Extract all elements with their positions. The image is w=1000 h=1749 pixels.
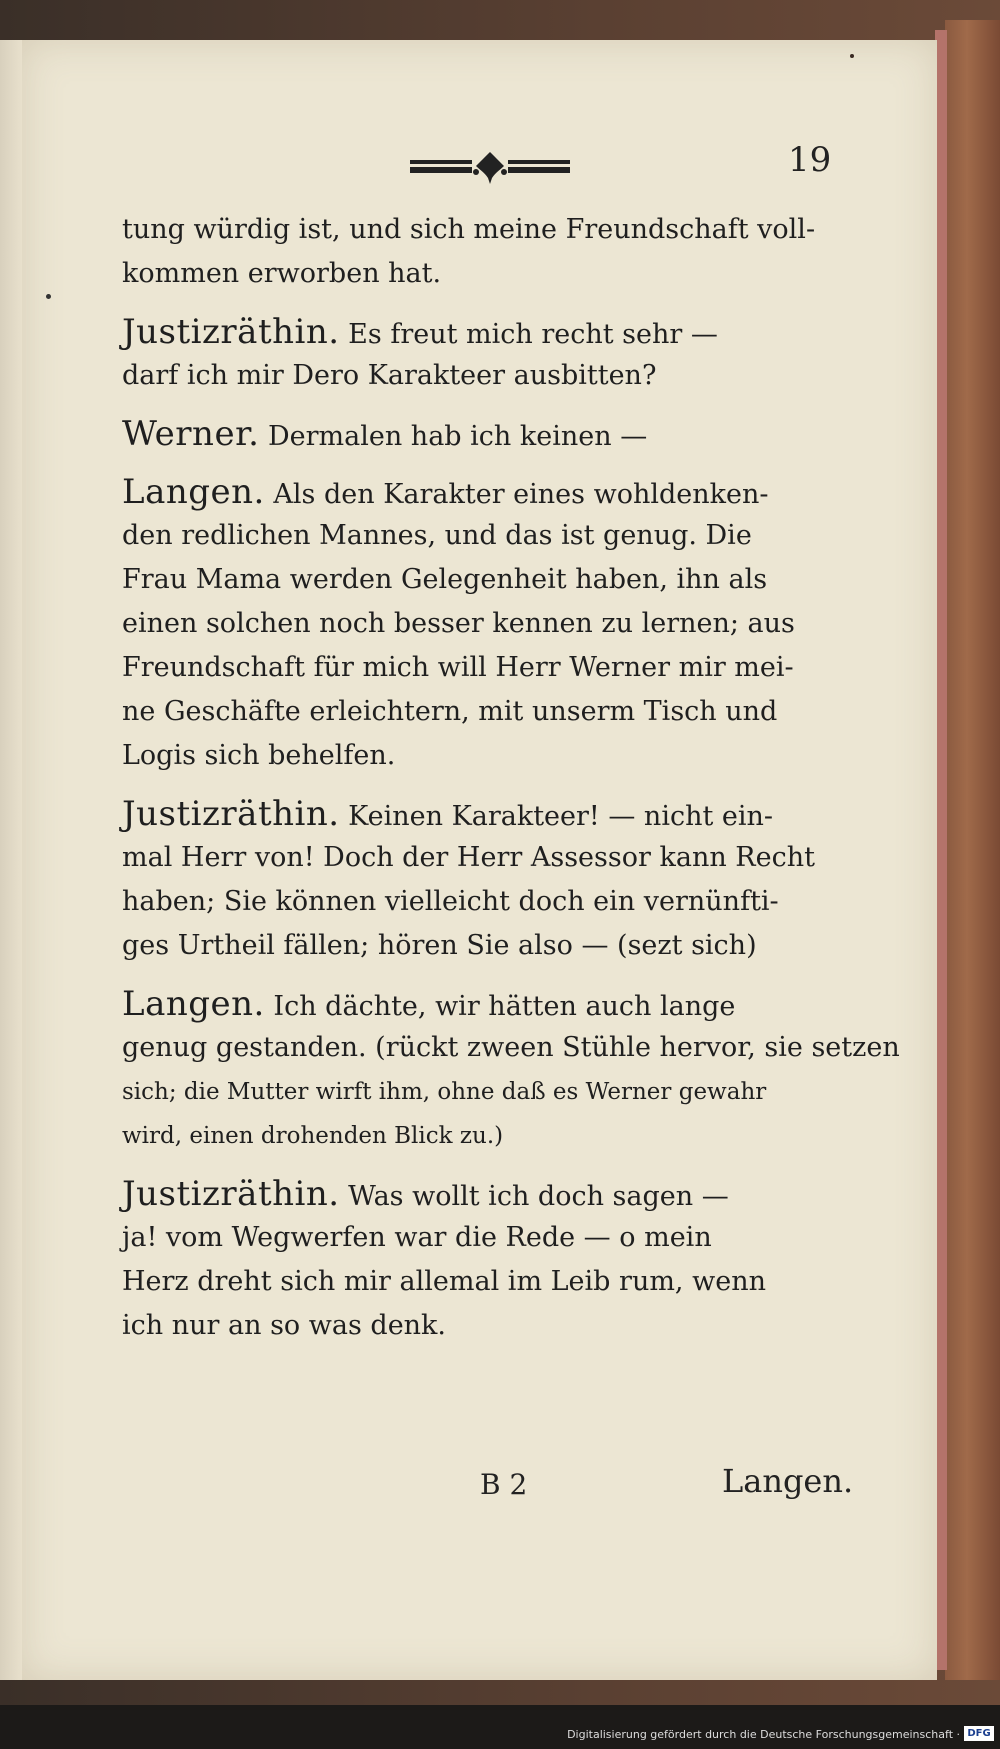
signature-mark: B 2 <box>480 1468 528 1501</box>
speech-text: Dermalen hab ich keinen — <box>259 421 648 452</box>
digitization-credit: Digitalisierung gefördert durch die Deutsche Forschungsgemeinschaft · <box>567 1728 960 1741</box>
dialogue-line <box>122 470 842 514</box>
speech-text: Ich dächte, wir hätten auch lange <box>264 991 736 1022</box>
text-line: wird, einen drohenden Blick zu.) <box>122 1123 504 1149</box>
text-line: Freundschaft für mich will Herr Werner mir mei- <box>122 652 794 683</box>
text-line: den redlichen Mannes, und das ist genug. Die <box>122 520 752 551</box>
speaker-name: Justizräthin. <box>122 1174 340 1214</box>
dialogue-line <box>122 412 842 456</box>
text-line: Frau Mama werden Gelegenheit haben, ihn als <box>122 564 768 595</box>
text-line: haben; Sie können vielleicht doch ein vernünfti- <box>122 886 779 917</box>
text-line: tung würdig ist, und sich meine Freundschaft voll- <box>122 214 816 245</box>
text-line: ne Geschäfte erleichtern, mit unserm Tisch und <box>122 696 778 727</box>
dfg-logo: DFG <box>964 1726 994 1741</box>
text-line: ja! vom Wegwerfen war die Rede — o mein <box>122 1222 712 1253</box>
text-line: Herz dreht sich mir allemal im Leib rum, wenn <box>122 1266 766 1297</box>
speaker-name: Werner. <box>122 414 260 454</box>
text-line: darf ich mir Dero Karakteer ausbitten? <box>122 360 657 391</box>
text-line: ich nur an so was denk. <box>122 1310 446 1341</box>
speech-text: Keinen Karakteer! — nicht ein- <box>339 801 774 832</box>
book-spine <box>945 20 1000 1680</box>
text-line: mal Herr von! Doch der Herr Assessor kann Recht <box>122 842 815 873</box>
dialogue-line <box>122 310 842 354</box>
text-line: einen solchen noch besser kennen zu lernen; aus <box>122 608 795 639</box>
page-mark <box>46 294 51 299</box>
speaker-name: Justizräthin. <box>122 312 340 352</box>
speaker-name: Justizräthin. <box>122 794 340 834</box>
dialogue-line <box>122 982 842 1026</box>
text-line: genug gestanden. (rückt zween Stühle hervor, sie setzen <box>122 1032 900 1063</box>
speech-text: Es freut mich recht sehr — <box>339 319 718 350</box>
text-line: kommen erworben hat. <box>122 258 442 289</box>
text-line: Logis sich behelfen. <box>122 740 396 771</box>
page-mark <box>850 54 854 58</box>
ornament-header-icon <box>410 148 570 188</box>
text-line: ges Urtheil fällen; hören Sie also — (sezt sich) <box>122 930 757 961</box>
page-number: 19 <box>788 140 832 180</box>
catchword: Langen. <box>722 1462 854 1500</box>
speaker-name: Langen. <box>122 472 265 512</box>
dialogue-line <box>122 792 842 836</box>
footer-bar <box>0 1705 1000 1749</box>
speaker-name: Langen. <box>122 984 265 1024</box>
speech-text: Was wollt ich doch sagen — <box>339 1181 729 1212</box>
page-text <box>122 208 900 1348</box>
dialogue-line <box>122 1172 842 1216</box>
speech-text: Als den Karakter eines wohldenken- <box>264 479 769 510</box>
text-line: sich; die Mutter wirft ihm, ohne daß es Werner gewahr <box>122 1079 767 1105</box>
